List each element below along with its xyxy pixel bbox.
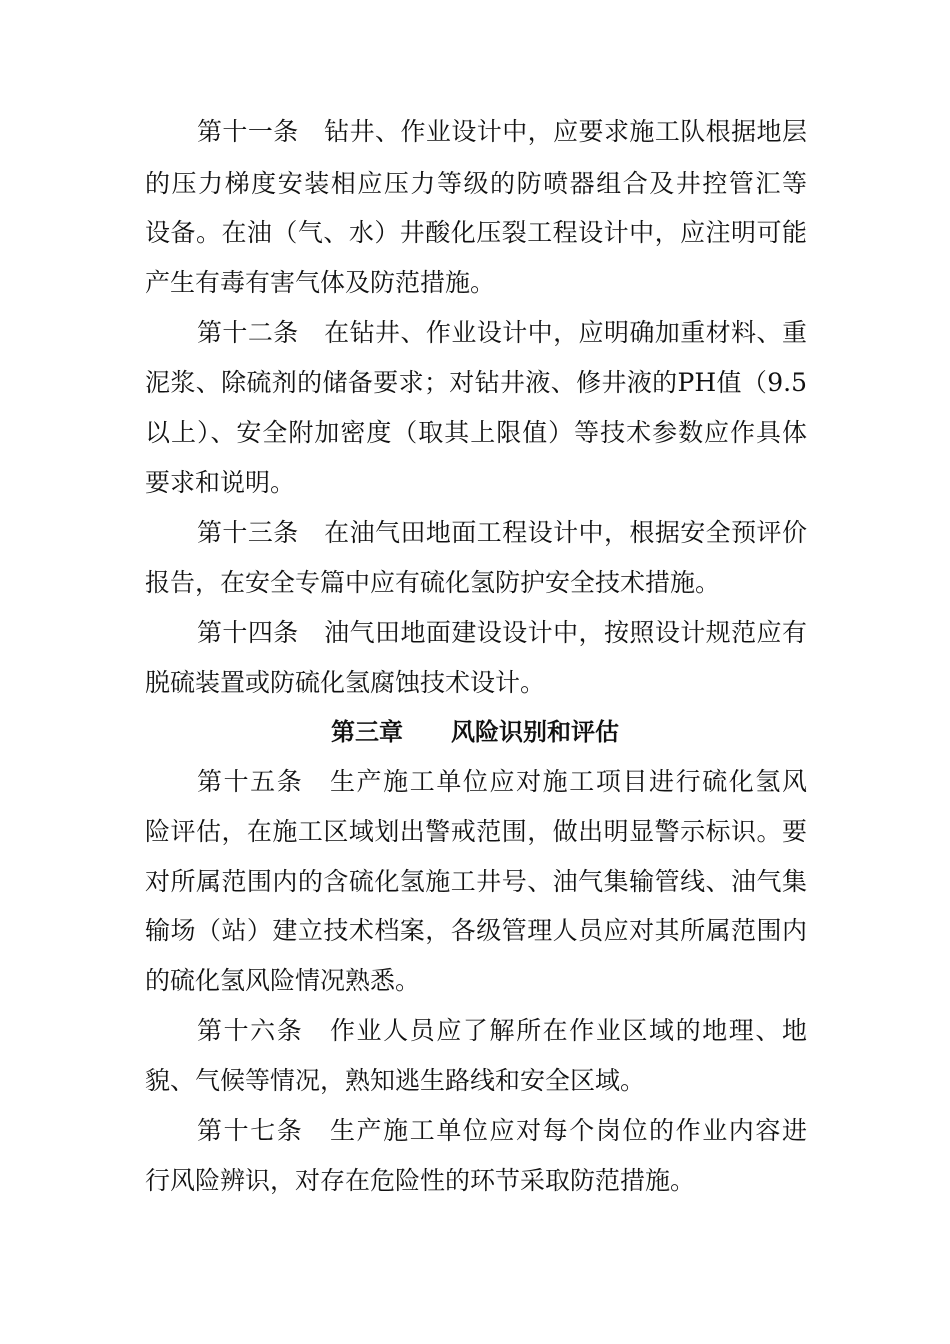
article-13-line-2: 报告，在安全专篇中应有硫化氢防护安全技术措施。 bbox=[145, 568, 721, 597]
article-13-line-1: 第十三条 在油气田地面工程设计中，根据安全预评价 bbox=[197, 518, 807, 547]
article-16-line-2: 貌、气候等情况，熟知逃生路线和安全区域。 bbox=[145, 1066, 646, 1095]
article-11-line-4: 产生有毒有害气体及防范措施。 bbox=[145, 268, 496, 297]
article-17-line-1: 第十七条 生产施工单位应对每个岗位的作业内容进 bbox=[197, 1116, 807, 1145]
article-15-line-2: 险评估，在施工区域划出警戒范围，做出明显警示标识。要 bbox=[145, 817, 807, 846]
article-12-line-1: 第十二条 在钻井、作业设计中，应明确加重材料、重 bbox=[197, 318, 807, 347]
article-15-line-3: 对所属范围内的含硫化氢施工井号、油气集输管线、油气集 bbox=[145, 867, 807, 896]
article-12-line-3: 以上）、安全附加密度（取其上限值）等技术参数应作具体 bbox=[145, 418, 807, 447]
article-15-line-5: 的硫化氢风险情况熟悉。 bbox=[145, 966, 421, 995]
article-11-line-1: 第十一条 钻井、作业设计中，应要求施工队根据地层 bbox=[197, 117, 807, 146]
article-15-line-4: 输场（站）建立技术档案，各级管理人员应对其所属范围内 bbox=[145, 916, 807, 945]
article-16-line-1: 第十六条 作业人员应了解所在作业区域的地理、地 bbox=[197, 1016, 807, 1045]
chapter-heading: 第三章 风险识别和评估 bbox=[331, 718, 619, 746]
article-15-line-1: 第十五条 生产施工单位应对施工项目进行硫化氢风 bbox=[197, 767, 807, 796]
article-12-line-4: 要求和说明。 bbox=[145, 468, 296, 497]
article-14-line-1: 第十四条 油气田地面建设设计中，按照设计规范应有 bbox=[197, 618, 807, 647]
article-14-line-2: 脱硫装置或防硫化氢腐蚀技术设计。 bbox=[145, 668, 546, 697]
article-12-line-2: 泥浆、除硫剂的储备要求；对钻井液、修井液的PH值（9.5 bbox=[145, 368, 807, 397]
article-11-line-2: 的压力梯度安装相应压力等级的防喷器组合及井控管汇等 bbox=[145, 169, 807, 198]
article-17-line-2: 行风险辨识，对存在危险性的环节采取防范措施。 bbox=[145, 1166, 696, 1195]
article-11-line-3: 设备。在油（气、水）井酸化压裂工程设计中，应注明可能 bbox=[145, 218, 807, 247]
